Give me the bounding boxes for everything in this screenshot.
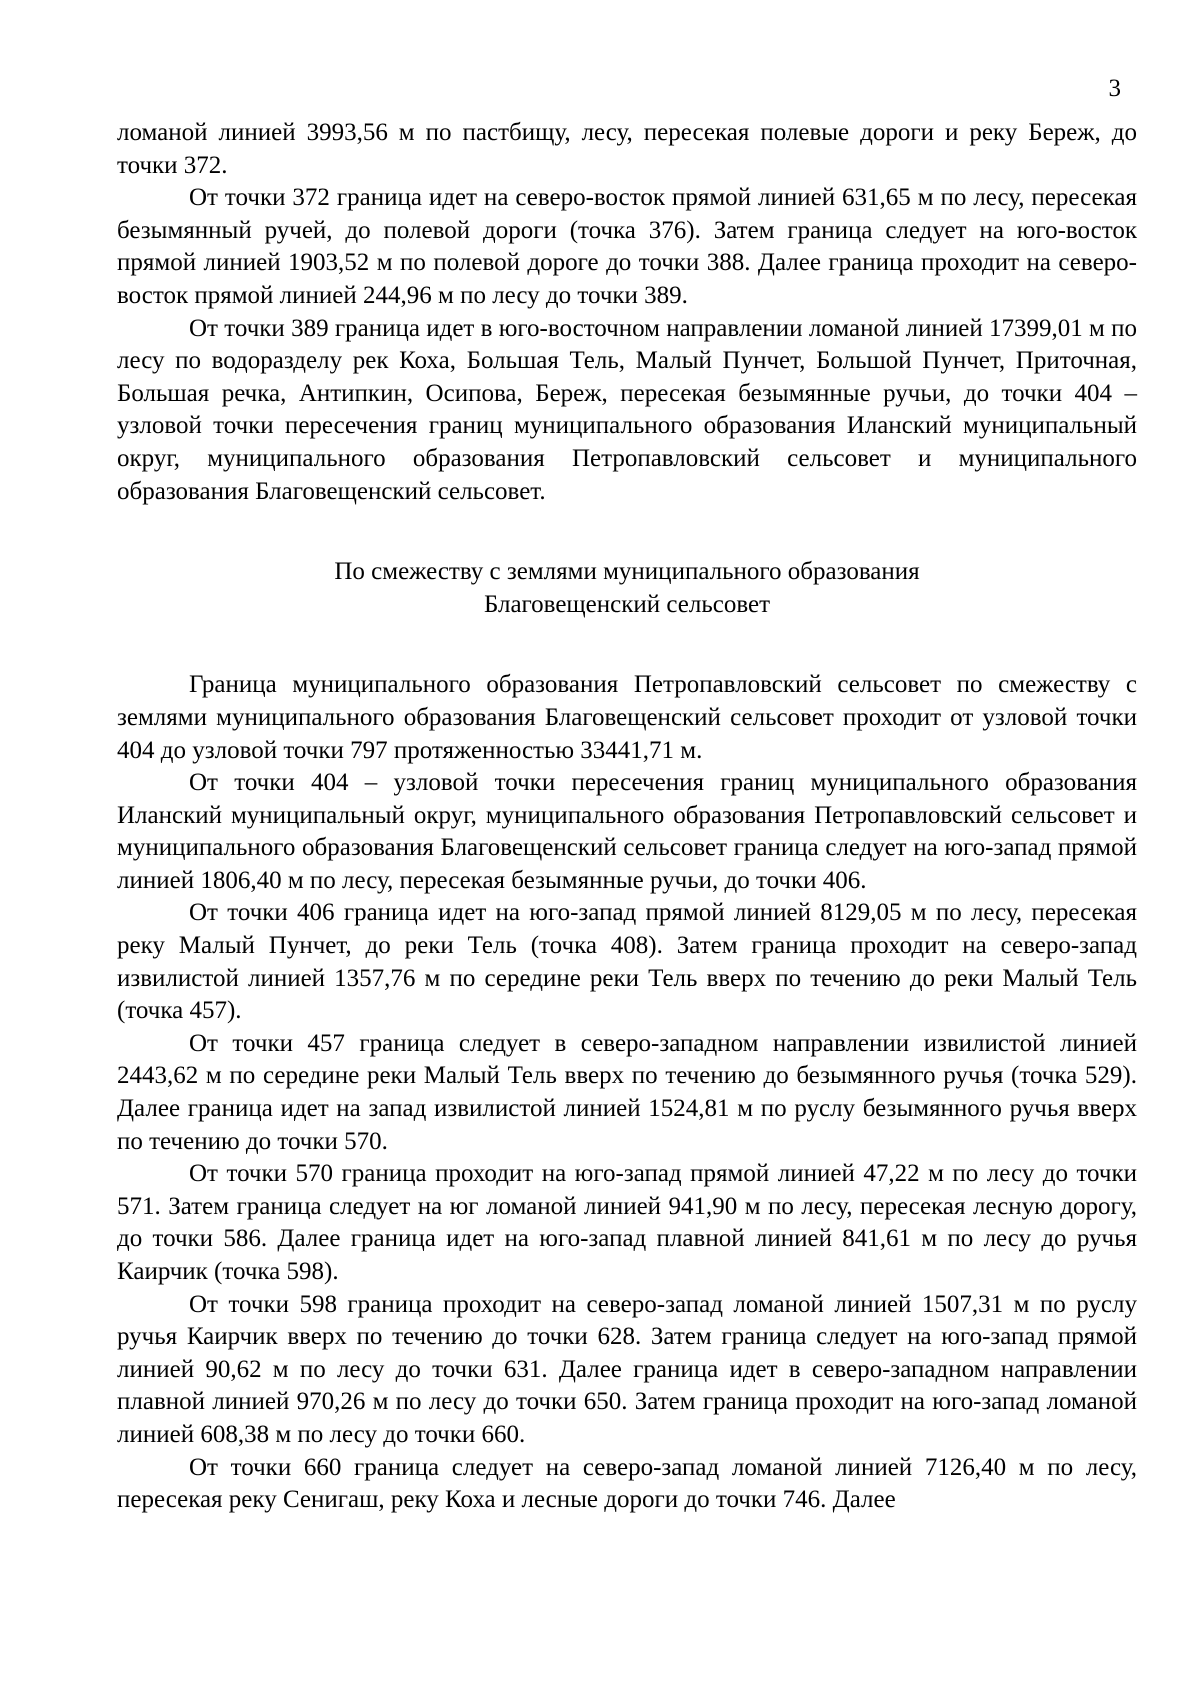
paragraph: От точки 406 граница идет на юго-запад прямой линией 8129,05 м по лесу, пересекая реку Малый Пунчет, до реки Тель (точка 408). Затем граница проходит на северо-запад извилистой линией 1357,76 м по середине реки Тель вверх по течению до реки Малый Тель (точка 457). [117,899,1137,1025]
paragraph: От точки 404 – узловой точки пересечения границ муниципального образования Иланский муниципальный округ, муниципального образования Петропавловский сельсовет и муниципального образования Благовещенский сельсовет граница следует на юго-запад прямой линией 1806,40 м по лесу, пересекая безымянные ручьи, до точки 406. [117,769,1137,894]
paragraph: От точки 660 граница следует на северо-запад ломаной линией 7126,40 м по лесу, пересекая реку Сенигаш, реку Коха и лесные дороги до точки 746. Далее [117,1453,1137,1514]
paragraph: ломаной линией 3993,56 м по пастбищу, лесу, пересекая полевые дороги и реку Береж, до точки 372. [117,119,1137,179]
paragraph: От точки 598 граница проходит на северо-запад ломаной линией 1507,31 м по руслу ручья Каирчик вверх по течению до точки 628. Затем граница следует на юго-запад прямой линией 90,62 м по лесу до точки 631. Далее граница идет в северо-западном направлении плавной линией 970,26 м по лесу до точки 650. Затем граница проходит на юго-запад ломаной линией 608,38 м по лесу до точки 660. [117,1290,1137,1448]
page-number: 3 [1108,75,1121,102]
paragraph: Граница муниципального образования Петропавловский сельсовет по смежеству с землями муниципального образования Благовещенский сельсовет проходит от узловой точки 404 до узловой точки 797 протяженностью 33441,71 м. [117,671,1137,764]
paragraph: От точки 570 граница проходит на юго-запад прямой линией 47,22 м по лесу до точки 571. Затем граница следует на юг ломаной линией 941,90 м по лесу, пересекая лесную дорогу, до точки 586. Далее граница идет на юго-запад плавной линией 841,61 м по лесу до ручья Каирчик (точка 598). [117,1160,1137,1285]
paragraph: От точки 372 граница идет на северо-восток прямой линией 631,65 м по лесу, пересекая безымянный ручей, до полевой дороги (точка 376). Затем граница следует на юго-восток прямой линией 1903,52 м по полевой дороге до точки 388. Далее граница проходит на северо-восток прямой линией 244,96 м по лесу до точки 389. [117,184,1137,309]
section-heading [117,556,1137,621]
section-heading-line-2: Благовещенский сельсовет [483,590,771,618]
paragraph: От точки 457 граница следует в северо-западном направлении извилистой линией 2443,62 м по середине реки Малый Тель вверх по течению до безымянного ручья (точка 529). Далее граница идет на запад извилистой линией 1524,81 м по руслу безымянного ручья вверх по течению до точки 570. [117,1029,1137,1155]
section-heading-line-1: По смежеству с землями муниципального образования [334,558,920,586]
document-body [117,117,1137,1517]
paragraph: От точки 389 граница идет в юго-восточном направлении ломаной линией 17399,01 м по лесу по водоразделу рек Коха, Большая Тель, Малый Пунчет, Большой Пунчет, Приточная, Большая речка, Антипкин, Осипова, Береж, пересекая безымянные ручьи, до точки 404 – узловой точки пересечения границ муниципального образования Иланский муниципальный округ, муниципального образования Петропавловский сельсовет и муниципального образования Благовещенский сельсовет. [117,314,1137,505]
